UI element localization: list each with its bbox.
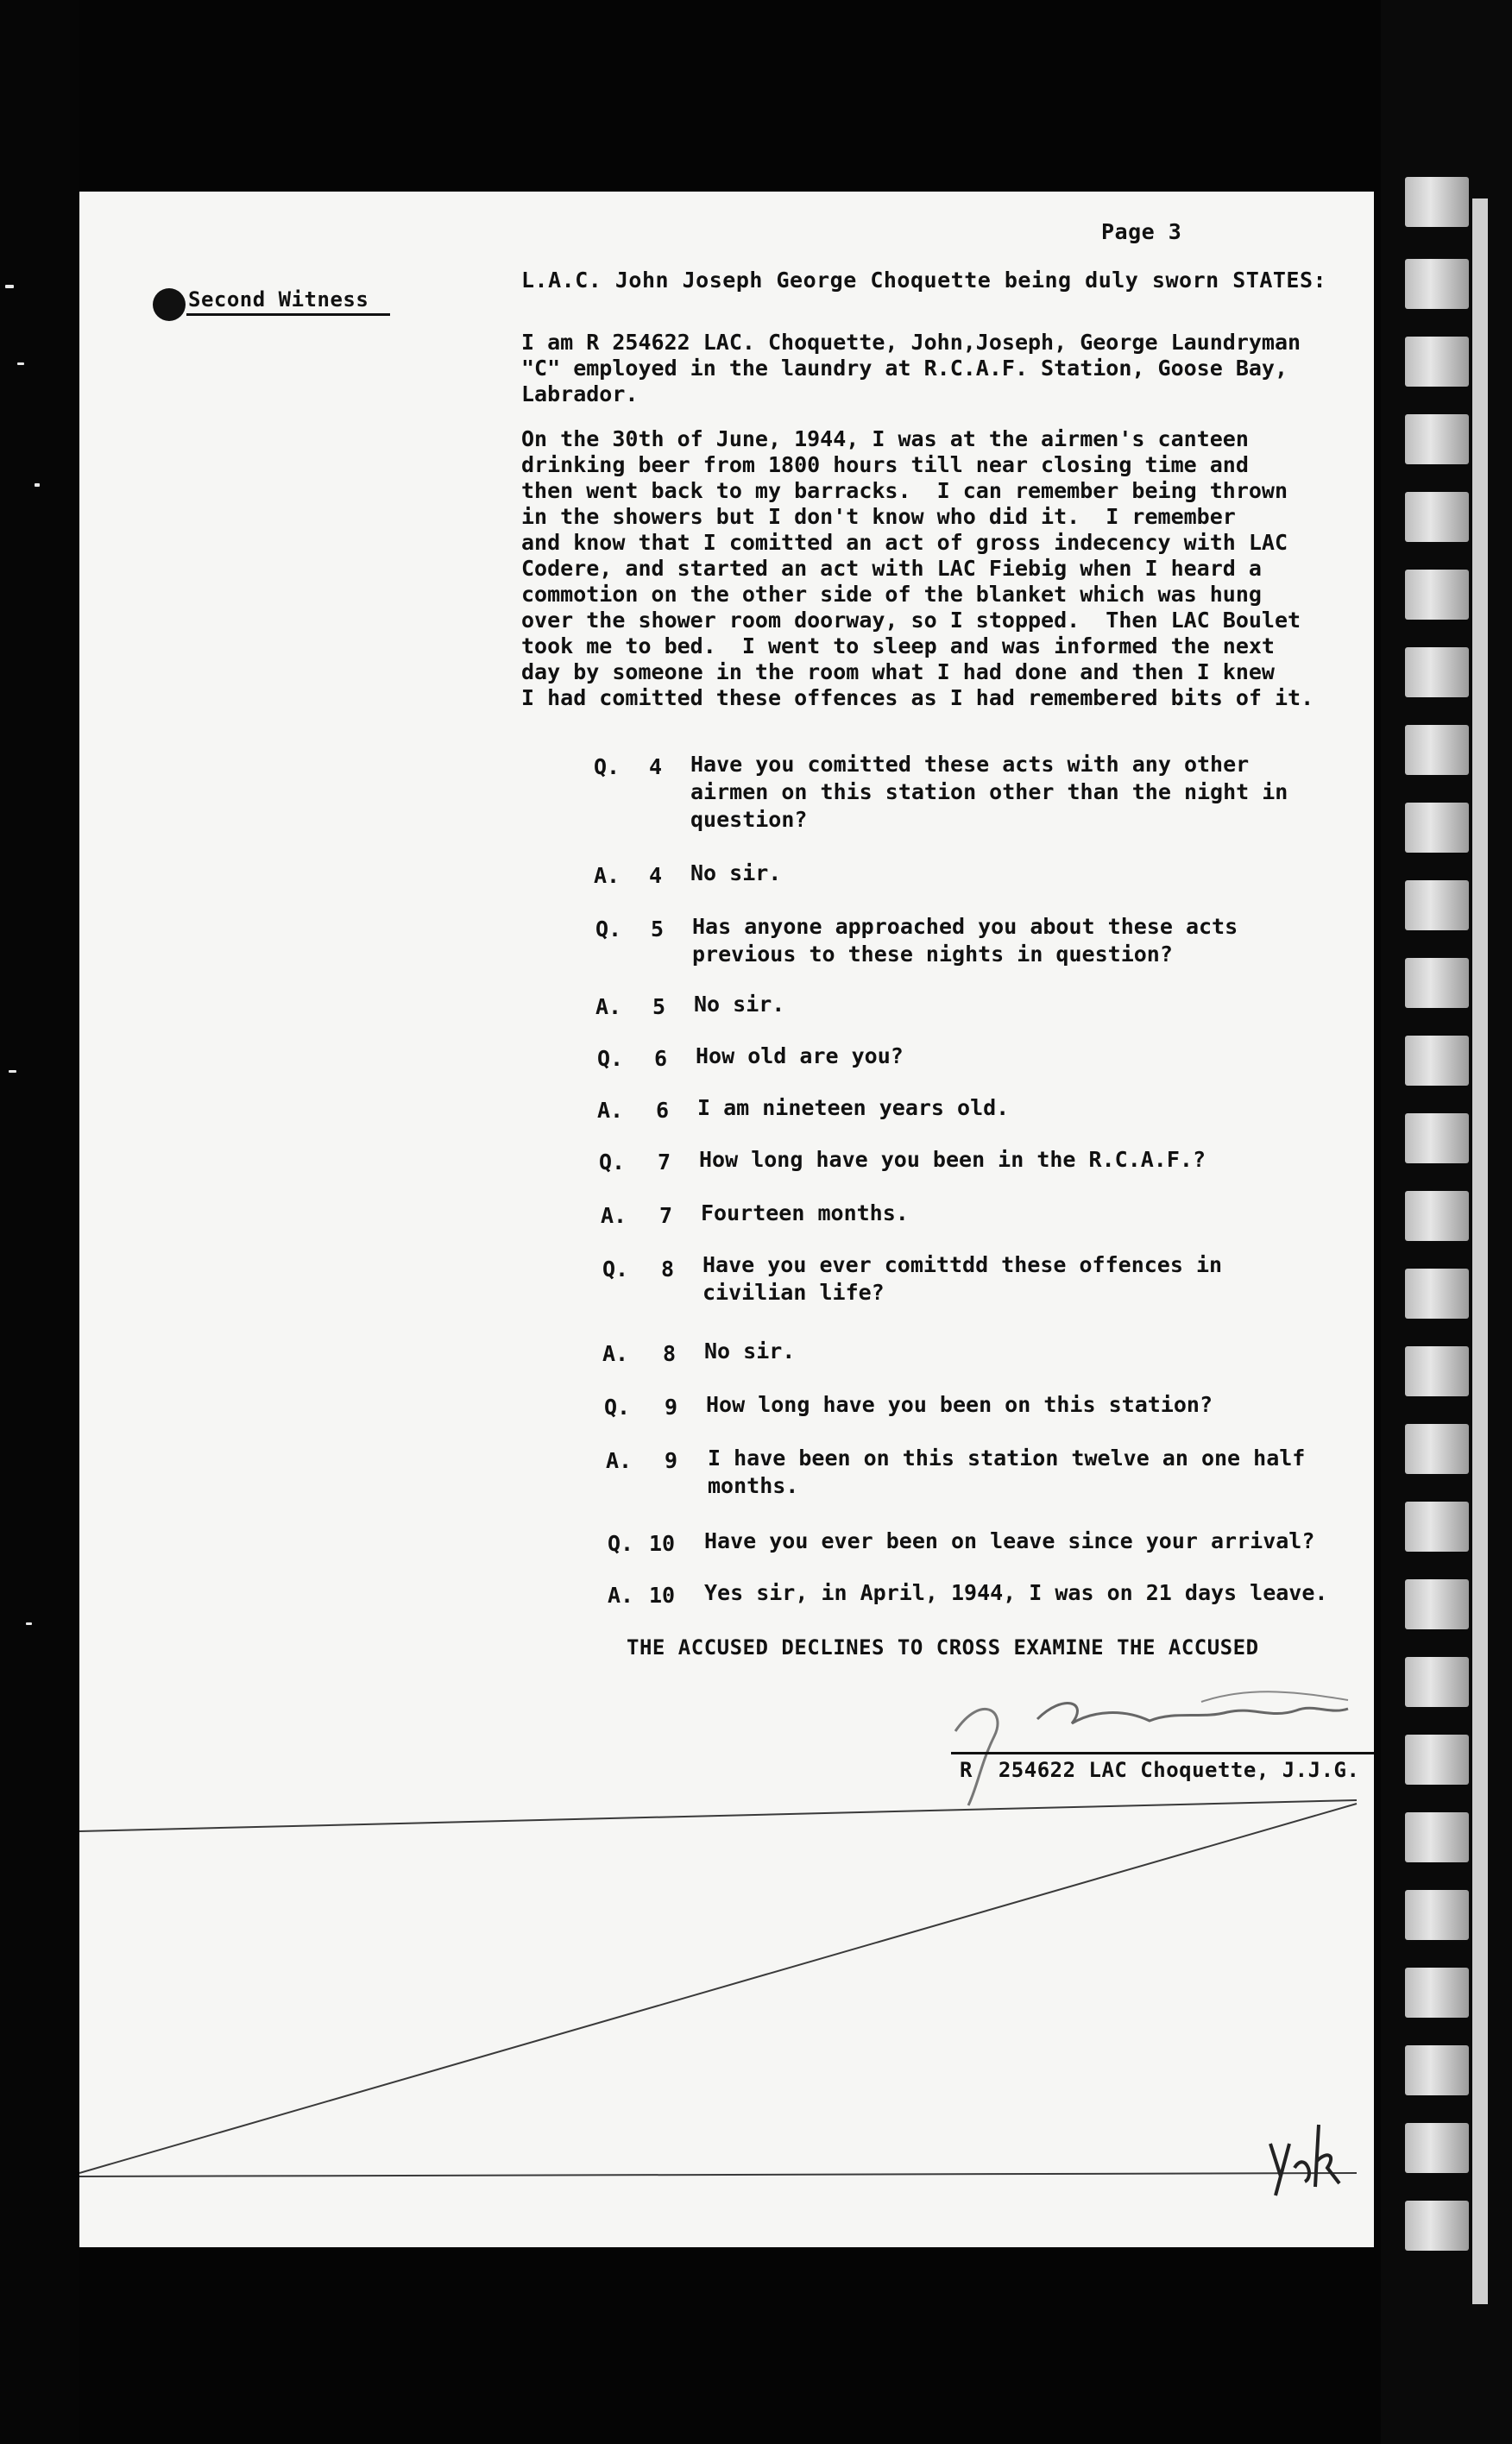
film-perforation [1405, 647, 1469, 697]
qa-line: How long have you been in the R.C.A.F.? [699, 1147, 1206, 1172]
qa-line: How old are you? [696, 1043, 904, 1068]
film-perforation [1405, 1968, 1469, 2018]
intro-line: "C" employed in the laundry at R.C.A.F. Station, Goose Bay, [521, 356, 1288, 381]
qa-label: Q. [594, 754, 621, 779]
statement-line: I had comitted these offences as I had remembered bits of it. [521, 685, 1314, 710]
qa-label: A. [606, 1448, 633, 1473]
film-perforation [1405, 1812, 1469, 1862]
qa-line: airmen on this station other than the night in [690, 779, 1288, 804]
statement-line: took me to bed. I went to sleep and was informed the next [521, 633, 1275, 658]
statement-line: drinking beer from 1800 hours till near closing time and [521, 452, 1249, 477]
qa-line: No sir. [694, 992, 785, 1017]
section-label: Second Witness [188, 287, 369, 312]
statement-line: On the 30th of June, 1944, I was at the airmen's canteen [521, 426, 1249, 451]
film-perforation [1405, 492, 1469, 542]
film-perforation [1405, 337, 1469, 387]
closing-note: THE ACCUSED DECLINES TO CROSS EXAMINE THE ACCUSED [627, 1635, 1259, 1660]
signature-stroke [1037, 1703, 1348, 1723]
film-speck [5, 285, 14, 288]
qa-line: Have you ever comittdd these offences in [702, 1252, 1223, 1277]
document-page [79, 192, 1374, 2247]
qa-line: Fourteen months. [701, 1200, 909, 1225]
qa-line: months. [708, 1473, 799, 1498]
intro-line: Labrador. [521, 381, 639, 406]
film-perforation [1405, 1657, 1469, 1707]
film-perforation [1405, 177, 1469, 227]
film-perforation [1405, 725, 1469, 775]
film-speck [26, 1622, 32, 1625]
initials-stroke [1270, 2125, 1339, 2195]
qa-label: Q. [595, 916, 622, 942]
film-perforation [1405, 1113, 1469, 1163]
strike-line-top [79, 1800, 1357, 1831]
signature-flourish [1201, 1691, 1348, 1702]
strike-line-diagonal [79, 1804, 1357, 2173]
qa-line: Have you comitted these acts with any other [690, 752, 1250, 777]
qa-line: I am nineteen years old. [697, 1095, 1010, 1120]
film-perforation [1405, 2045, 1469, 2095]
qa-number: 6 [654, 1046, 668, 1071]
page-number: Page 3 [1101, 219, 1182, 244]
statement-line: and know that I comitted an act of gross indecency with LAC [521, 530, 1288, 555]
statement-line: commotion on the other side of the blanket which was hung [521, 582, 1262, 607]
film-perforation [1405, 259, 1469, 309]
qa-line: civilian life? [702, 1280, 885, 1305]
qa-line: How long have you been on this station? [706, 1392, 1213, 1417]
adjacent-frame-edge [1472, 198, 1488, 2304]
film-perforation [1405, 1579, 1469, 1629]
statement-heading: L.A.C. John Joseph George Choquette being duly sworn STATES: [521, 268, 1327, 293]
intro-line: I am R 254622 LAC. Choquette, John,Joseph, George Laundryman [521, 330, 1301, 355]
qa-number: 7 [659, 1203, 673, 1228]
film-perforation [1405, 1890, 1469, 1940]
qa-label: A. [601, 1203, 627, 1228]
qa-label: Q. [608, 1531, 634, 1556]
qa-number: 10 [649, 1583, 676, 1608]
qa-line: question? [690, 807, 808, 832]
qa-line: previous to these nights in question? [692, 942, 1173, 967]
qa-number: 8 [663, 1341, 677, 1366]
qa-number: 5 [651, 916, 665, 942]
qa-line: No sir. [704, 1339, 796, 1364]
qa-number: 4 [649, 863, 663, 888]
film-perforation [1405, 1269, 1469, 1319]
film-speck [9, 1070, 16, 1073]
qa-line: No sir. [690, 860, 782, 885]
film-perforation [1405, 1424, 1469, 1474]
qa-number: 7 [658, 1150, 671, 1175]
qa-label: Q. [599, 1150, 626, 1175]
signature-line [951, 1752, 1374, 1754]
statement-line: over the shower room doorway, so I stopped. Then LAC Boulet [521, 608, 1301, 633]
film-perforation [1405, 2123, 1469, 2173]
qa-label: A. [597, 1098, 624, 1123]
signature-graphic [79, 192, 1374, 2247]
qa-line: I have been on this station twelve an one half [708, 1446, 1306, 1471]
qa-label: A. [602, 1341, 629, 1366]
film-perforation [1405, 1502, 1469, 1552]
strike-line-bottom [79, 2173, 1357, 2176]
qa-line: Yes sir, in April, 1944, I was on 21 days leave. [704, 1580, 1328, 1605]
film-perforation [1405, 1346, 1469, 1396]
typed-signature-name: R 254622 LAC Choquette, J.J.G. [960, 1758, 1360, 1782]
qa-label: A. [595, 994, 622, 1019]
qa-number: 8 [661, 1257, 675, 1282]
qa-line: Has anyone approached you about these acts [692, 914, 1238, 939]
qa-label: Q. [597, 1046, 624, 1071]
film-speck [35, 483, 40, 487]
qa-number: 10 [649, 1531, 676, 1556]
film-perforation [1405, 958, 1469, 1008]
film-perforation [1405, 803, 1469, 853]
film-perforation [1405, 414, 1469, 464]
qa-number: 9 [665, 1448, 678, 1473]
qa-number: 5 [652, 994, 666, 1019]
film-perforation [1405, 880, 1469, 930]
film-perforation [1405, 2201, 1469, 2251]
film-perforation [1405, 1735, 1469, 1785]
film-edge-left [0, 0, 79, 2444]
qa-number: 6 [656, 1098, 670, 1123]
film-perforation [1405, 1036, 1469, 1086]
statement-line: in the showers but I don't know who did it. I remember [521, 504, 1236, 529]
film-perforation [1405, 1191, 1469, 1241]
qa-label: A. [608, 1583, 634, 1608]
qa-label: Q. [604, 1395, 631, 1420]
qa-line: Have you ever been on leave since your arrival? [704, 1528, 1315, 1553]
film-perforation [1405, 570, 1469, 620]
qa-number: 9 [665, 1395, 678, 1420]
statement-line: then went back to my barracks. I can remember being thrown [521, 478, 1288, 503]
statement-line: Codere, and started an act with LAC Fiebig when I heard a [521, 556, 1262, 581]
film-speck [17, 362, 24, 365]
qa-number: 4 [649, 754, 663, 779]
qa-label: A. [594, 863, 621, 888]
statement-line: day by someone in the room what I had done and then I knew [521, 659, 1275, 684]
qa-label: Q. [602, 1257, 629, 1282]
film-strip-right [1381, 0, 1512, 2444]
